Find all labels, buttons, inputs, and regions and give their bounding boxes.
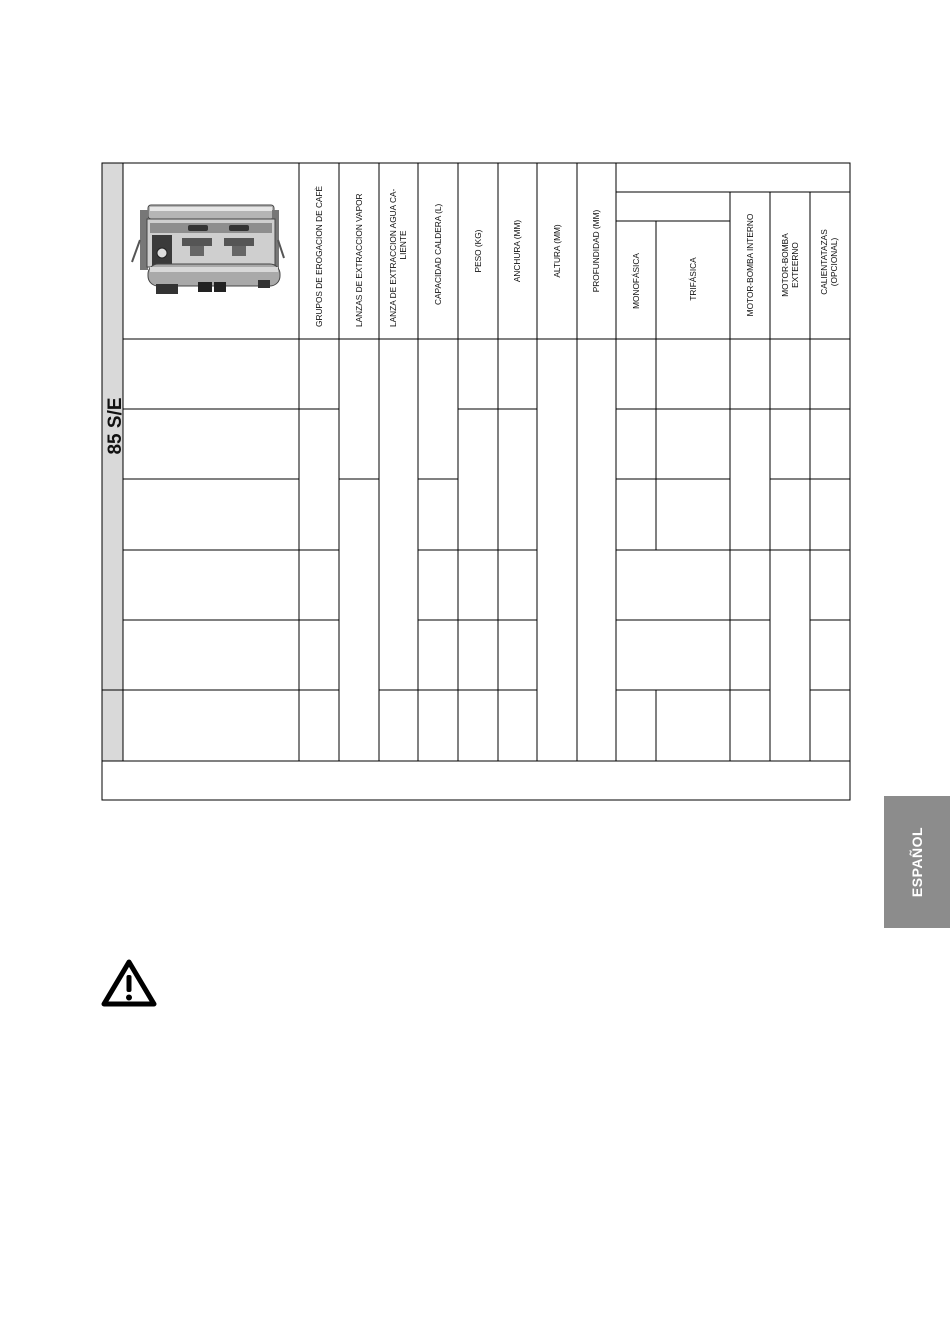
model-name: 85 S/E: [105, 397, 126, 455]
header-peso: PESO (KG): [473, 229, 483, 273]
espresso-machine-photo: [132, 205, 284, 294]
warning-triangle-icon: [100, 958, 158, 1008]
header-calientatazas-line2: (OPCIONAL): [829, 237, 839, 287]
header-caldera: CAPACIDAD CALDERA (L): [433, 203, 443, 305]
language-tab-label: ESPAÑOL: [909, 826, 925, 898]
header-grupos: GRUPOS DE EROGACION DE CAFÈ: [314, 185, 324, 327]
header-agua-line2: LIENTE: [398, 230, 408, 260]
header-vapor: LANZAS DE EXTRACCION VAPOR: [354, 193, 364, 327]
header-trifasica: TRIFÁSICA: [688, 257, 698, 301]
header-agua-line1: LANZA DE EXTRACCION AGUA CA-: [388, 188, 398, 327]
header-motor-interno: MOTOR-BOMBA INTERNO: [745, 213, 755, 317]
header-monofasica: MONOFÁSICA: [631, 253, 641, 309]
header-motor-externo-line2: EXTEERNO: [790, 242, 800, 288]
header-profundidad: PROFUNDIDAD (MM): [591, 209, 601, 293]
header-anchura: ANCHURA (MM): [512, 219, 522, 283]
header-altura: ALTURA (MM): [552, 224, 562, 278]
header-calientatazas-line1: CALIENTATAZAS: [819, 229, 829, 295]
language-tab: [884, 796, 950, 928]
header-motor-externo-line1: MOTOR-BOMBA: [780, 233, 790, 297]
